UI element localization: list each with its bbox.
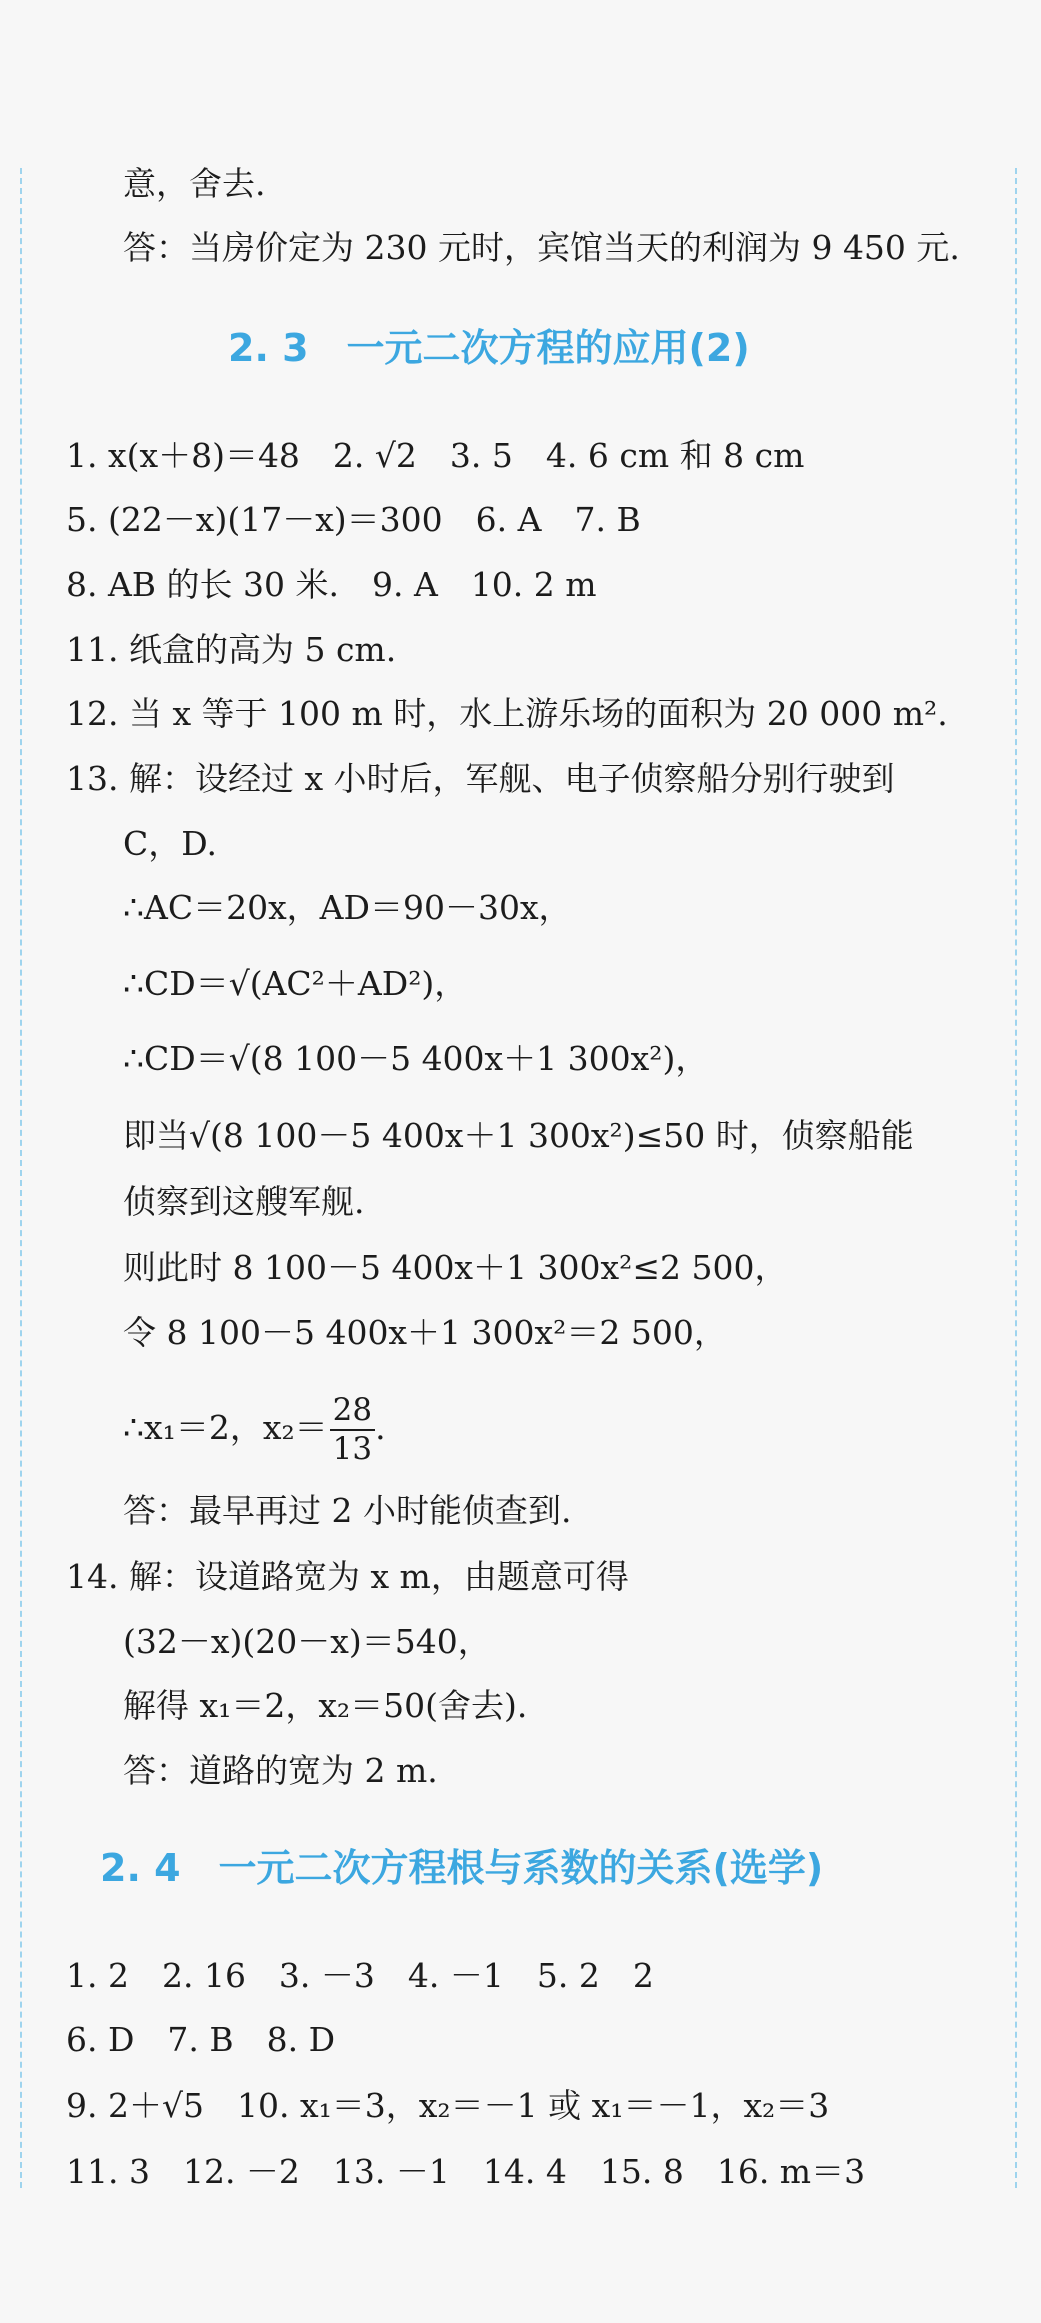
answer-row-14-solution: 解得 x₁＝2，x₂＝50(舍去). [123, 1686, 528, 1725]
roots-period: . [375, 1408, 386, 1447]
answer-row-12: 12. 当 x 等于 100 m 时，水上游乐场的面积为 20 000 m². [66, 694, 948, 733]
answer-row-9-10: 9. 2＋√5 10. x₁＝3，x₂＝－1 或 x₁＝－1，x₂＝3 [66, 2086, 830, 2125]
answer-row-13-cd: C，D. [123, 824, 218, 863]
answer-row-11-16: 11. 3 12. －2 13. －1 14. 4 15. 8 16. m＝3 [66, 2152, 866, 2191]
roots-text: ∴x₁＝2，x₂＝ [123, 1408, 328, 1447]
answer-row-13-detect: 侦察到这艘军舰. [123, 1182, 365, 1221]
answer-row-13-roots [123, 1392, 386, 1467]
section-heading-2-3: 2. 3 一元二次方程的应用(2) [228, 326, 750, 370]
answer-row-6-8: 6. D 7. B 8. D [66, 2020, 336, 2059]
text-line-answer-price: 答：当房价定为 230 元时，宾馆当天的利润为 9 450 元. [123, 228, 960, 267]
answer-row-14-equation: (32－x)(20－x)＝540， [123, 1622, 491, 1661]
answer-row-8-10: 8. AB 的长 30 米. 9. A 10. 2 m [66, 565, 597, 604]
fraction-numerator: 28 [330, 1395, 375, 1431]
answer-row-13-cd-formula: ∴CD＝√(AC²＋AD²)， [123, 964, 468, 1003]
section-heading-2-4: 2. 4 一元二次方程根与系数的关系(选学) [100, 1846, 824, 1890]
answer-row-1-4: 1. x(x＋8)＝48 2. √2 3. 5 4. 6 cm 和 8 cm [66, 436, 805, 475]
answer-row-14-conclusion: 答：道路的宽为 2 m. [123, 1751, 438, 1790]
answer-row-11: 11. 纸盒的高为 5 cm. [66, 630, 397, 669]
answer-row-13-conclusion: 答：最早再过 2 小时能侦查到. [123, 1491, 572, 1530]
answer-row-13-equation: 令 8 100－5 400x＋1 300x²＝2 500， [123, 1313, 727, 1352]
answer-row-14-intro: 14. 解：设道路宽为 x m，由题意可得 [66, 1557, 629, 1596]
answer-row-5-7: 5. (22－x)(17－x)＝300 6. A 7. B [66, 500, 641, 539]
answer-row-13-condition: 即当√(8 100－5 400x＋1 300x²)≤50 时，侦察船能 [123, 1116, 914, 1155]
answer-row-1-5: 1. 2 2. 16 3. －3 4. －1 5. 2 2 [66, 1956, 654, 1995]
answer-row-13-ac-ad: ∴AC＝20x，AD＝90－30x， [123, 888, 572, 927]
fraction-28-13 [330, 1392, 375, 1467]
answer-row-13-cd-expanded: ∴CD＝√(8 100－5 400x＋1 300x²)， [123, 1039, 709, 1078]
right-dashed-border [1015, 168, 1017, 2188]
left-dashed-border [20, 168, 22, 2188]
fraction-denominator: 13 [332, 1431, 373, 1467]
text-line-discard: 意，舍去. [123, 164, 266, 203]
answer-row-13-intro: 13. 解：设经过 x 小时后，军舰、电子侦察船分别行驶到 [66, 759, 895, 798]
answer-row-13-inequality: 则此时 8 100－5 400x＋1 300x²≤2 500， [123, 1248, 788, 1287]
